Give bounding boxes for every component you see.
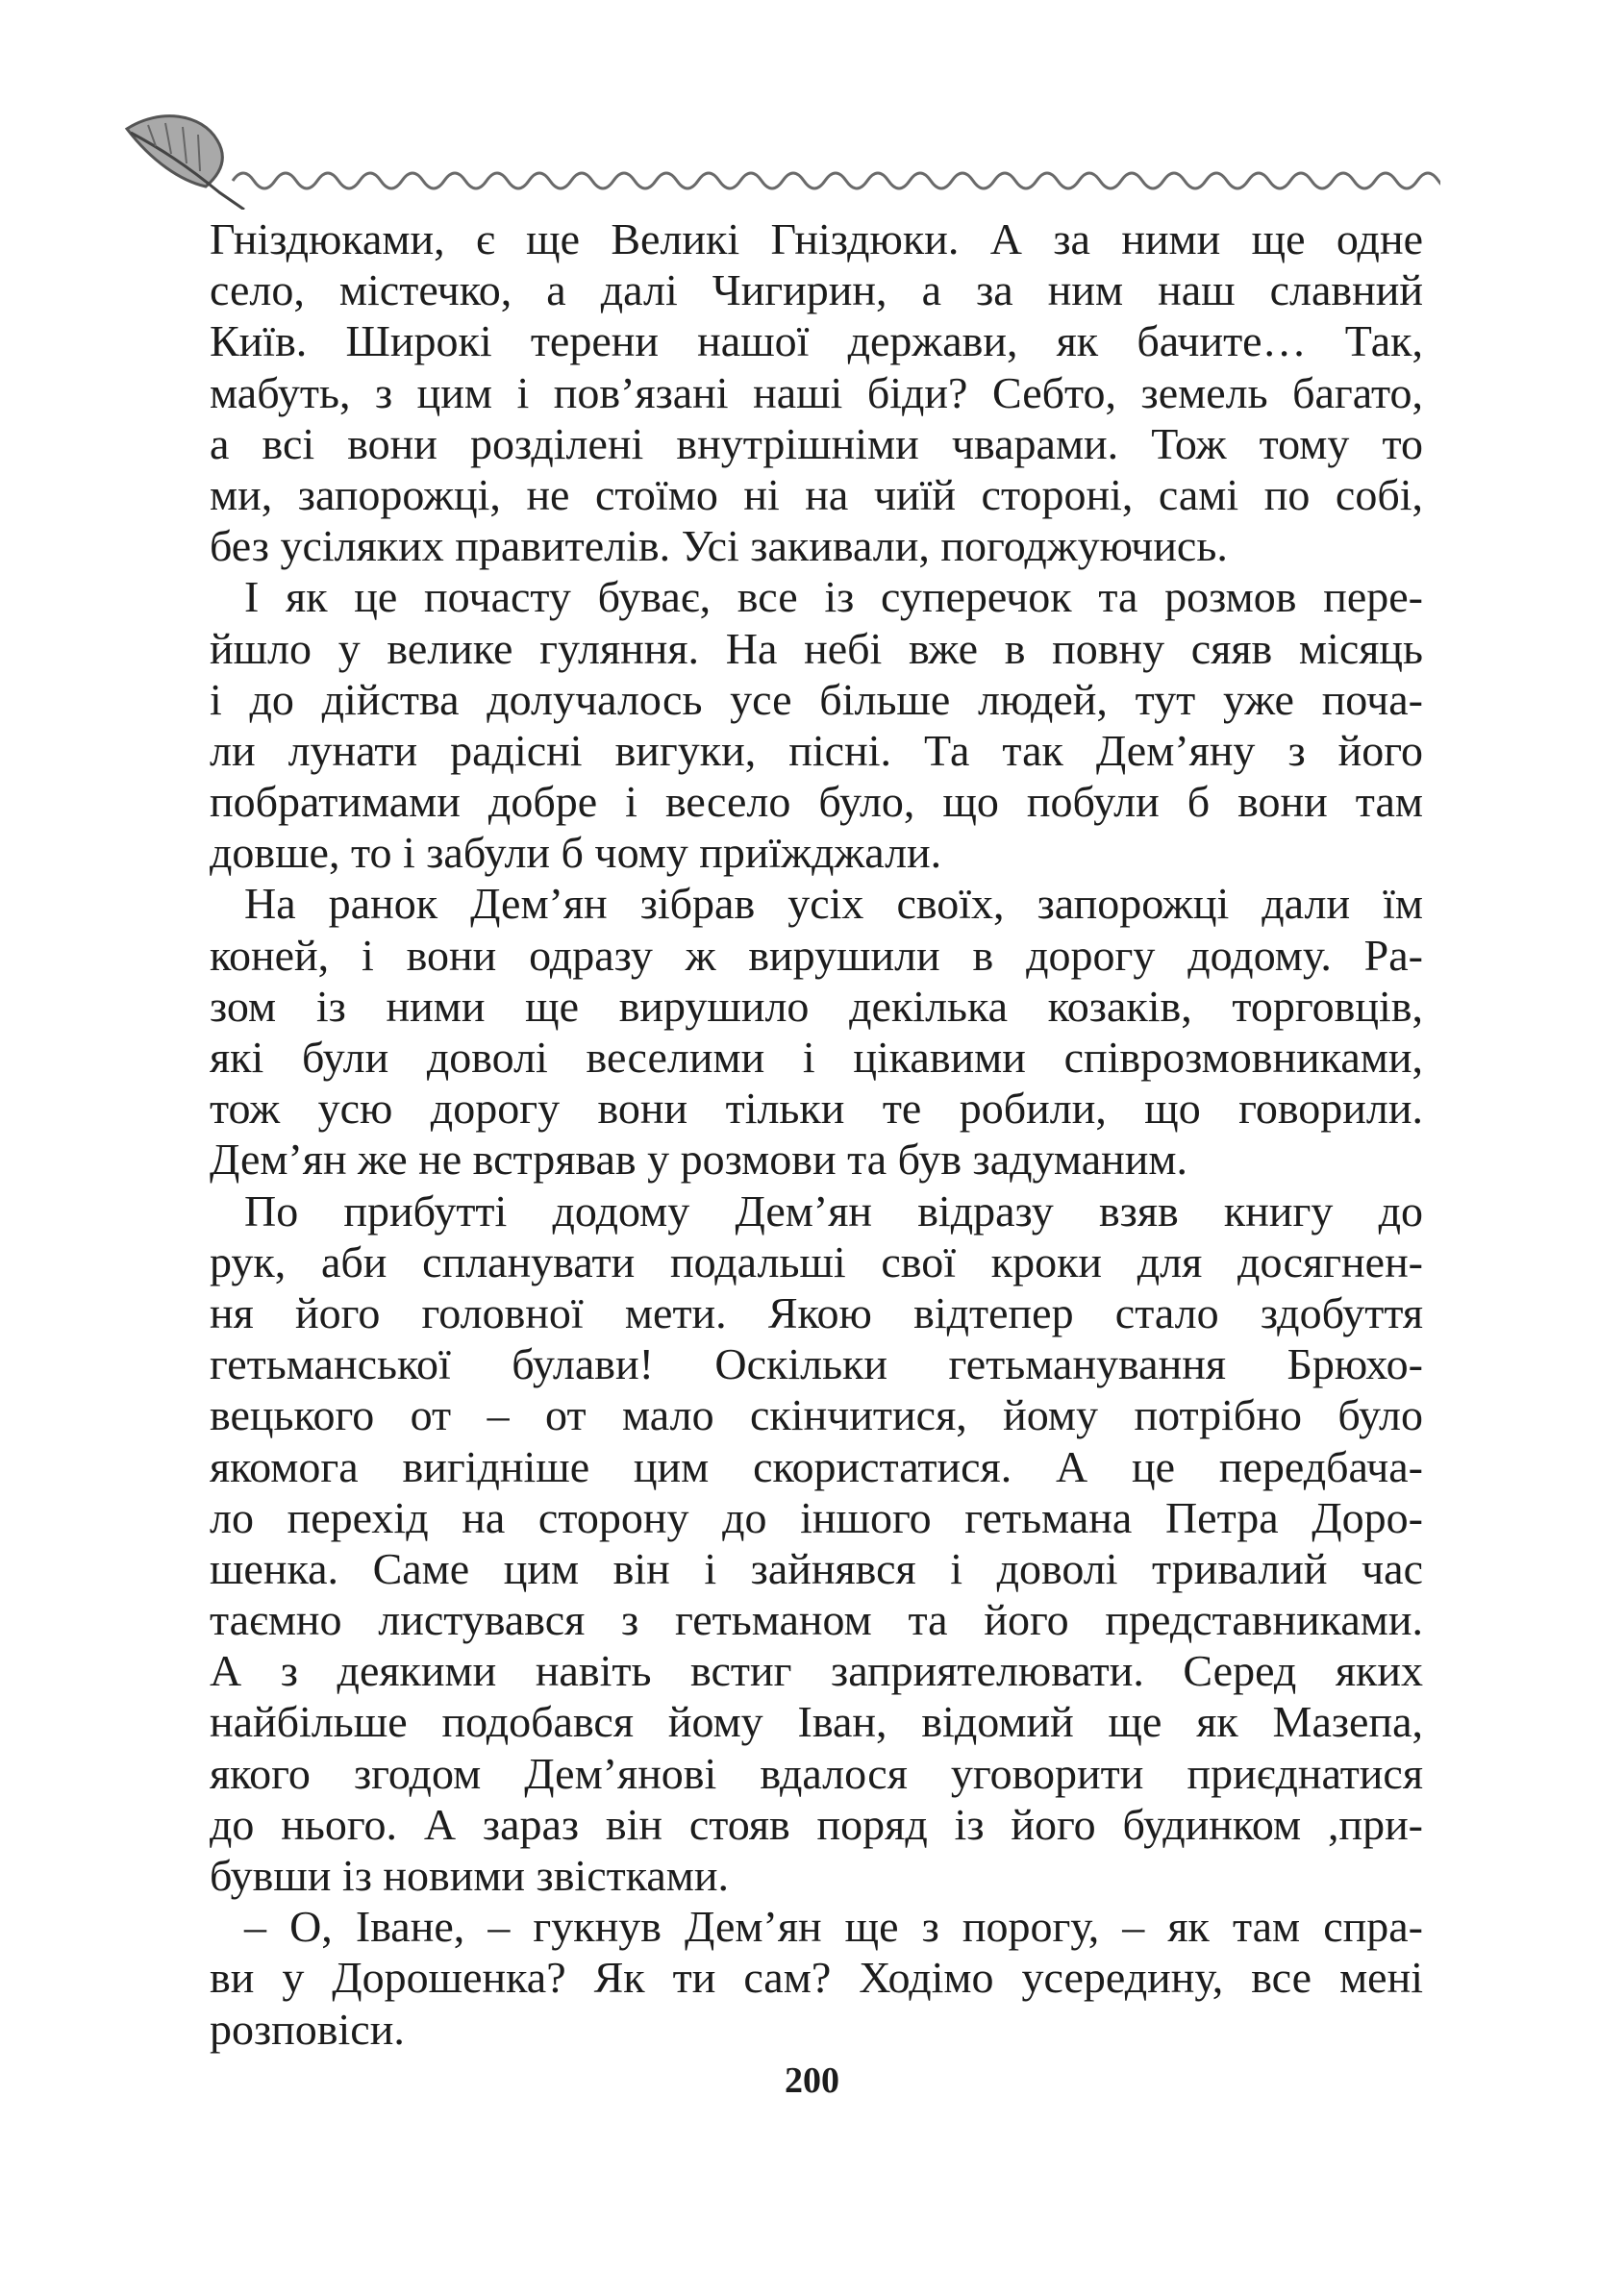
text-line: Дем’ян же не встрявав у розмови та був задуманим. <box>210 1135 1187 1185</box>
text-line: село, містечко, а далі Чигирин, а за ним наш славний <box>210 265 1423 315</box>
text-line: до нього. А зараз він стояв поряд із його будинком ,при- <box>210 1799 1423 1849</box>
text-line: ня його головної мети. Якою відтепер стало здобуття <box>210 1287 1423 1337</box>
text-line: І як це почасту буває, все із суперечок та розмов пере- <box>244 572 1423 622</box>
text-line: На ранок Дем’ян зібрав усіх своїх, запорожці дали їм <box>244 879 1423 929</box>
text-line: По прибутті додому Дем’ян відразу взяв книгу до <box>244 1186 1423 1236</box>
text-line: коней, і вони одразу ж вирушили в дорогу додому. Ра- <box>210 930 1423 980</box>
page-number: 200 <box>785 2060 839 2101</box>
text-line: а всі вони розділені внутрішніми чварами. Тож тому то <box>210 418 1423 468</box>
text-line: йшло у велике гуляння. На небі вже в повну сяяв місяць <box>210 623 1423 673</box>
text-line: Київ. Широкі терени нашої держави, як бачите… Так, <box>210 316 1423 366</box>
text-line: рук, аби спланувати подальші свої кроки для досягнен- <box>210 1236 1423 1286</box>
text-line: ли лунати радісні вигуки, пісні. Та так Дем’яну з його <box>210 725 1423 775</box>
text-line: довше, то і забули б чому приїжджали. <box>210 828 942 878</box>
text-line: які були доволі веселими і цікавими співрозмовниками, <box>210 1033 1423 1082</box>
text-line: бувши із новими звістками. <box>210 1851 730 1900</box>
text-line: якомога вигідніше цим скористатися. А це передбача- <box>210 1441 1423 1491</box>
text-line: найбільше подобався йому Іван, відомий ще як Мазепа, <box>210 1697 1423 1747</box>
text-line: і до дійства долучалось усе більше людей, тут уже поча- <box>210 674 1423 724</box>
text-line: мабуть, з цим і пов’язані наші біди? Себто, земель багато, <box>210 367 1423 417</box>
text-line: гетьманської булави! Оскільки гетьманування Брюхо- <box>210 1339 1423 1389</box>
text-line: – О, Іване, – гукнув Дем’ян ще з порогу, – як там спра- <box>244 1902 1423 1952</box>
body-text <box>210 213 1423 2055</box>
text-line: шенка. Саме цим він і зайнявся і доволі тривалий час <box>210 1543 1423 1593</box>
text-line: розповіси. <box>210 2004 405 2054</box>
feather-quill-icon <box>127 116 244 210</box>
text-line: побратимами добре і весело було, що побули б вони там <box>210 777 1423 827</box>
text-line: ви у Дорошенка? Як ти сам? Ходімо усередину, все мені <box>210 1953 1423 2003</box>
text-line: тож усю дорогу вони тільки те робили, що говорили. <box>210 1084 1423 1134</box>
text-line: вецького от – от мало скінчитися, йому потрібно було <box>210 1390 1423 1440</box>
wavy-divider-line <box>233 173 1440 188</box>
text-line: Гніздюками, є ще Великі Гніздюки. А за ними ще одне <box>210 214 1423 263</box>
text-line: якого згодом Дем’янові вдалося уговорити приєднатися <box>210 1748 1423 1798</box>
text-line: ло перехід на сторону до іншого гетьмана Петра Доро- <box>210 1492 1423 1542</box>
text-line: А з деякими навіть встиг заприятелювати. Серед яких <box>210 1646 1423 1696</box>
text-line: таємно листувався з гетьманом та його представниками. <box>210 1595 1423 1645</box>
text-line: без усіляких правителів. Усі закивали, погоджуючись. <box>210 521 1228 571</box>
text-line: ми, запорожці, не стоїмо ні на чиїй стороні, самі по собі, <box>210 469 1423 519</box>
text-line: зом із ними ще вирушило декілька козаків, торговців, <box>210 981 1423 1031</box>
header-ornament <box>113 104 1440 210</box>
